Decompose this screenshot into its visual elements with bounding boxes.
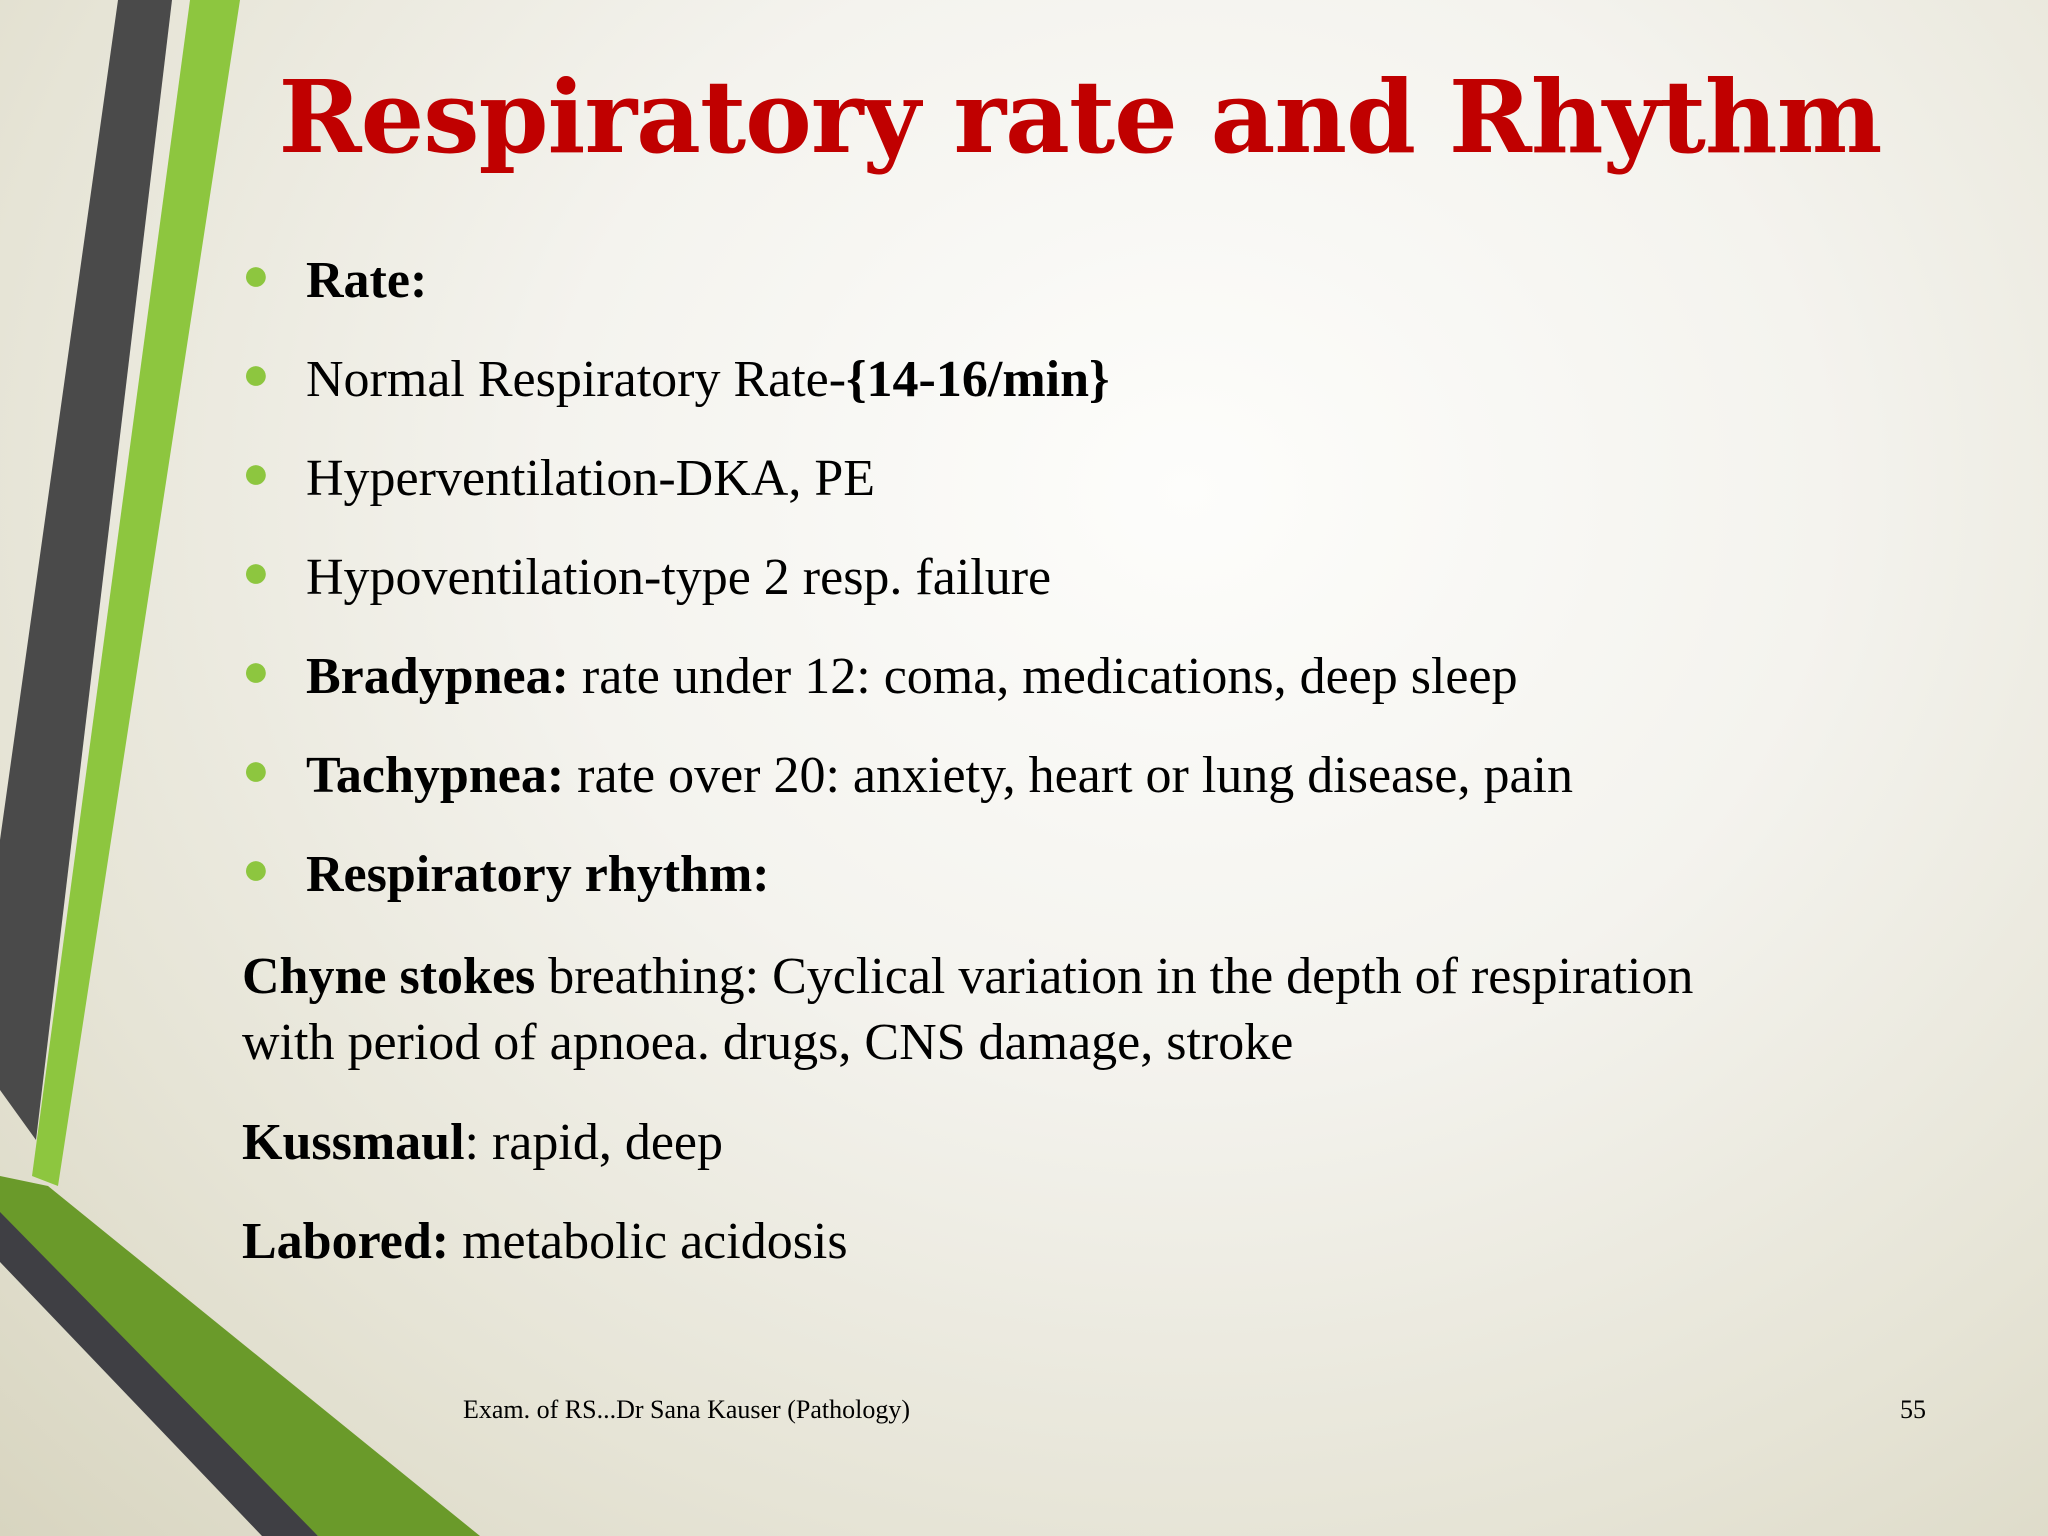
bullet-bold-text: {14-16/min} (846, 351, 1110, 408)
bullet-item-hyperventilation (240, 446, 1900, 545)
bullet-bold-text: Bradypnea: (306, 648, 569, 705)
bullet-item-rate (240, 248, 1900, 347)
bullet-text: Hypoventilation-type 2 resp. failure (306, 549, 1052, 606)
paragraph-labored (242, 1209, 1902, 1275)
bullet-dot-icon: ● (242, 744, 270, 795)
bullet-item-respiratory-rhythm (240, 842, 1900, 941)
paragraph-bold-text: Kussmaul (242, 1114, 465, 1171)
footer-text: Exam. of RS...Dr Sana Kauser (Pathology) (463, 1395, 910, 1424)
bullet-item-bradypnea (240, 644, 1900, 743)
bullet-text: Normal Respiratory Rate- (306, 351, 847, 408)
paragraph-text: breathing: Cyclical variation in the depth of respiration (535, 948, 1694, 1005)
bullet-dot-icon: ● (242, 843, 270, 894)
bullet-bold-text: Respiratory rhythm: (306, 846, 770, 903)
bullet-text: rate under 12: coma, medications, deep sleep (568, 648, 1518, 705)
paragraph-text: : rapid, deep (464, 1114, 723, 1171)
paragraph-kussmaul (242, 1110, 1902, 1176)
bullet-text: Hyperventilation-DKA, PE (306, 450, 876, 507)
bullet-bold-text: Tachypnea: (306, 747, 565, 804)
bullet-item-normal-rate (240, 347, 1900, 446)
paragraph-line: with period of apnoea. drugs, CNS damage, stroke (242, 1014, 1294, 1071)
bullet-item-hypoventilation (240, 545, 1900, 644)
paragraph-line (242, 944, 1902, 1010)
bullet-dot-icon: ● (242, 249, 270, 300)
paragraph-chyne-stokes (242, 944, 1902, 1076)
paragraph-bold-text: Labored: (242, 1213, 450, 1270)
slide-title: Respiratory rate and Rhythm (278, 58, 1882, 176)
bullet-bold-text: Rate: (306, 252, 428, 309)
bullet-dot-icon: ● (242, 447, 270, 498)
bullet-list (240, 248, 1900, 941)
paragraph-bold-text: Chyne stokes (242, 948, 536, 1005)
bullet-dot-icon: ● (242, 348, 270, 399)
bullet-dot-icon: ● (242, 645, 270, 696)
bullet-text: rate over 20: anxiety, heart or lung disease, pain (564, 747, 1573, 804)
bullet-item-tachypnea (240, 743, 1900, 842)
page-number: 55 (1900, 1395, 1926, 1424)
paragraph-text: metabolic acidosis (449, 1213, 848, 1270)
bullet-dot-icon: ● (242, 546, 270, 597)
